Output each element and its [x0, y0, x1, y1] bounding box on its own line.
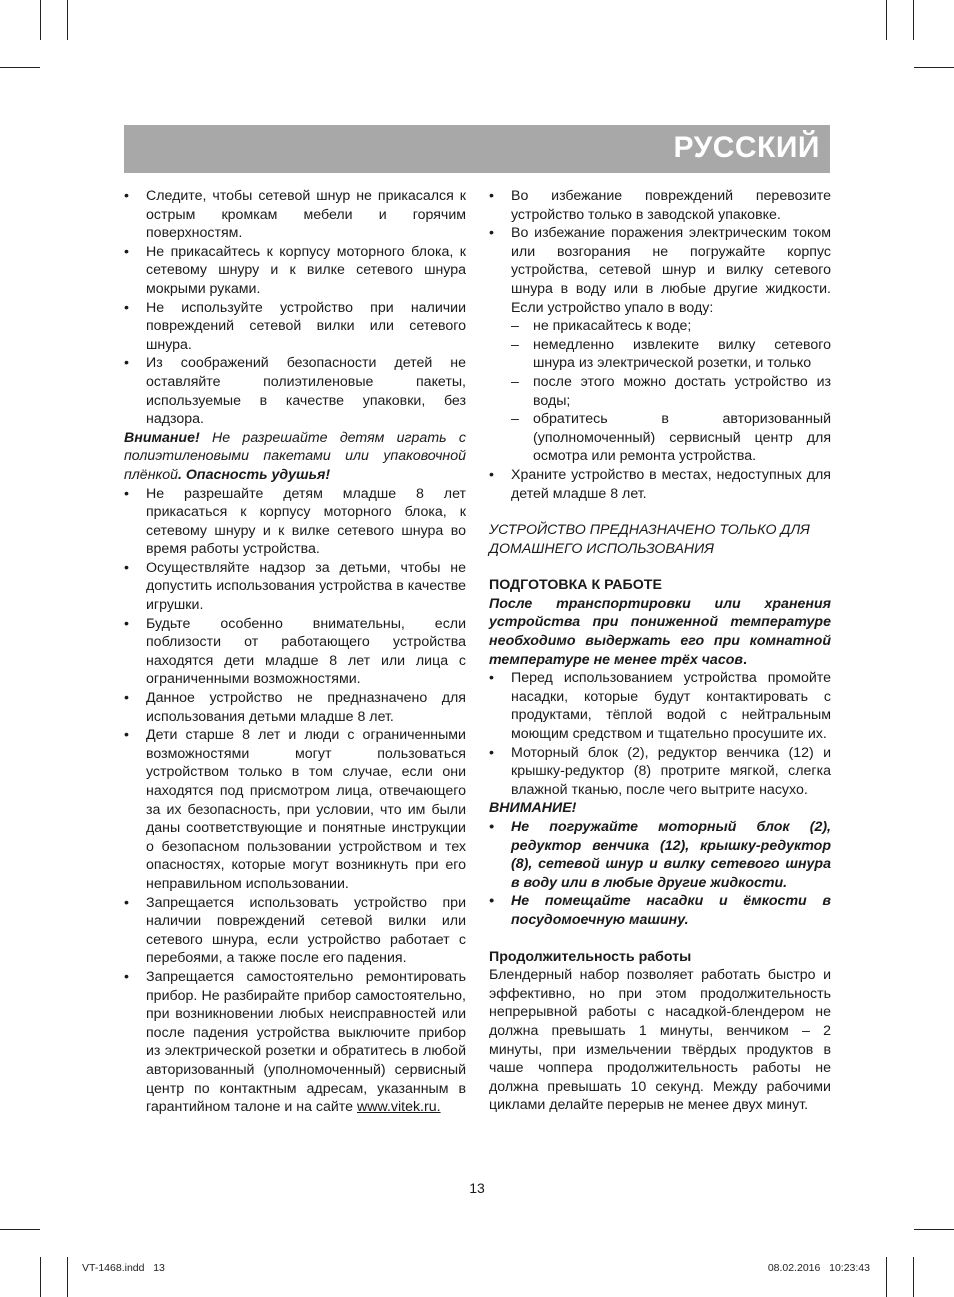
list-item: • Следите, чтобы сетевой шнур не прикасался к острым кромкам мебели и горячим поверхностям. — [124, 187, 466, 243]
suffocation-warning — [124, 429, 466, 485]
list-item: • Дети старше 8 лет и люди с ограниченными возможностями могут пользоваться устройством только в том случае, если они находятся под присмотром лица, отвечающего за их безопасность, при условии, что им были даны соответствующие и понятные инструкции о безопасном пользовании устройством и тех опасностях, которые могут возникнуть при его неправильном использовании. — [124, 726, 466, 893]
crop-mark — [40, 0, 41, 40]
safety-list-1 — [124, 187, 466, 429]
crop-mark — [67, 0, 68, 40]
household-note: УСТРОЙСТВО ПРЕДНАЗНАЧЕНО ТОЛЬКО ДЛЯ ДОМАШНЕГО ИСПОЛЬЗОВАНИЯ — [489, 522, 810, 557]
prep-intro-text: После транспортировки или хранения устройства при пониженной температуре необходимо выдержать его при комнатной температуре не менее трёх часов — [489, 595, 831, 668]
list-item — [124, 968, 466, 1117]
crop-mark — [40, 1257, 41, 1297]
transport-list — [489, 187, 831, 503]
list-item: • Из соображений безопасности детей не оставляйте полиэтиленовые пакеты, используемые в качестве упаковки, без надзора. — [124, 354, 466, 428]
crop-mark — [0, 67, 40, 68]
list-item: • Осуществляйте надзор за детьми, чтобы не допустить использования устройства в качестве игрушки. — [124, 559, 466, 615]
safety-list-2 — [124, 485, 466, 1117]
duration-text: Блендерный набор позволяет работать быстро и эффективно, но при этом продолжительность непрерывной работы с насадкой-блендером не должна превышать 1 минуты, венчиком – 2 минуты, при измельчении твёрдых продуктов в чаше чоппера продолжительность работы не должна превышать 10 секунд. Между рабочими циклами делайте перерыв не менее двух минут. — [489, 967, 831, 1114]
prep-list — [489, 669, 831, 799]
list-item: • Будьте особенно внимательны, если поблизости от работающего устройства находятся дети младше 8 лет или лица с ограниченными возможностями. — [124, 615, 466, 689]
prep-intro-end: . — [742, 651, 747, 668]
dash-item: – не прикасайтесь к воде; — [511, 317, 831, 336]
page-number: 13 — [469, 1180, 485, 1196]
right-column — [489, 187, 831, 1115]
language-title: РУССКИЙ — [673, 131, 820, 164]
spacer — [489, 930, 831, 948]
crop-mark — [886, 1257, 887, 1297]
crop-mark — [886, 0, 887, 40]
attention-label: ВНИМАНИЕ! — [489, 800, 577, 817]
list-item: • Запрещается использовать устройство при наличии повреждений сетевой вилки или сетевого шнура, если устройство работает с перебоями, а также после его падения. — [124, 894, 466, 968]
list-item: • Во избежание повреждений перевозите устройство только в заводской упаковке. — [489, 187, 831, 224]
dash-item: – обратитесь в авторизованный (уполномоченный) сервисный центр для осмотра или ремонта устройства. — [511, 410, 831, 466]
list-item: • Не помещайте насадки и ёмкости в посудомоечную машину. — [489, 892, 831, 929]
list-item: • Данное устройство не предназначено для использования детьми младше 8 лет. — [124, 689, 466, 726]
language-banner — [124, 125, 830, 173]
attention-list — [489, 818, 831, 930]
prep-heading: ПОДГОТОВКА К РАБОТЕ — [489, 577, 662, 594]
vitek-website-link[interactable]: www.vitek.ru. — [356, 1099, 441, 1116]
prep-intro — [489, 595, 831, 669]
spacer — [489, 558, 831, 576]
list-item: • Храните устройство в местах, недоступных для детей младше 8 лет. — [489, 466, 831, 503]
list-item: • Моторный блок (2), редуктор венчика (12) и крышку-редуктор (8) протрите мягкой, слегка влажной тканью, после чего вытрите насухо. — [489, 744, 831, 800]
list-item: • Не используйте устройство при наличии повреждений сетевой вилки или сетевого шнура. — [124, 299, 466, 355]
water-dash-list — [511, 317, 831, 466]
spacer — [489, 503, 831, 521]
footer-file: VT-1468.indd 13 — [82, 1262, 165, 1274]
dash-item: – после этого можно достать устройство из воды; — [511, 373, 831, 410]
list-item: • Перед использованием устройства промойте насадки, которые будут контактировать с продуктами, тёплой водой с нейтральным моющим средством и тщательно просушите их. — [489, 669, 831, 743]
duration-heading: Продолжительность работы — [489, 948, 692, 965]
crop-mark — [913, 1257, 914, 1297]
list-item: • Не погружайте моторный блок (2), редуктор венчика (12), крышку-редуктор (8), сетевой шнур и вилку сетевого шнура в воду или в любые другие жидкости. — [489, 818, 831, 892]
warning-text: Не разрешайте детям играть с полиэтиленовыми пакетами или упаковочной плёнкой — [124, 429, 466, 483]
dash-item: – немедленно извлеките вилку сетевого шнура из электрической розетки, и только — [511, 336, 831, 373]
list-item — [489, 224, 831, 466]
shock-warning-text: Во избежание поражения электрическим током или возгорания не погружайте корпус устройства, сетевой шнур и вилку сетевого шнура в воду или в любые другие жидкости. Если устройство упало в воду: — [511, 225, 831, 316]
crop-mark — [914, 67, 954, 68]
left-column — [124, 187, 466, 1117]
crop-mark — [914, 1229, 954, 1230]
warning-suffix: . Опасность удушья! — [178, 466, 331, 483]
warning-label: Внимание! — [124, 429, 200, 446]
crop-mark — [67, 1257, 68, 1297]
list-item: • Не прикасайтесь к корпусу моторного блока, к сетевому шнуру и к вилке сетевого шнура мокрыми руками. — [124, 243, 466, 299]
repair-text: Запрещается самостоятельно ремонтировать прибор. Не разбирайте прибор самостоятельно, при возникновении любых неисправностей или после падения устройства выключите прибор из электрической розетки и обратитесь в любой авторизованный (уполномоченный) сервисный центр по контактным адресам, указанным в гарантийном талоне и на сайте — [146, 968, 466, 1116]
footer-datetime: 08.02.2016 10:23:43 — [767, 1262, 870, 1274]
crop-mark — [913, 0, 914, 40]
list-item: • Не разрешайте детям младше 8 лет прикасаться к корпусу моторного блока, к сетевому шнуру и к вилке сетевого шнура во время работы устройства. — [124, 485, 466, 559]
crop-mark — [0, 1229, 40, 1230]
